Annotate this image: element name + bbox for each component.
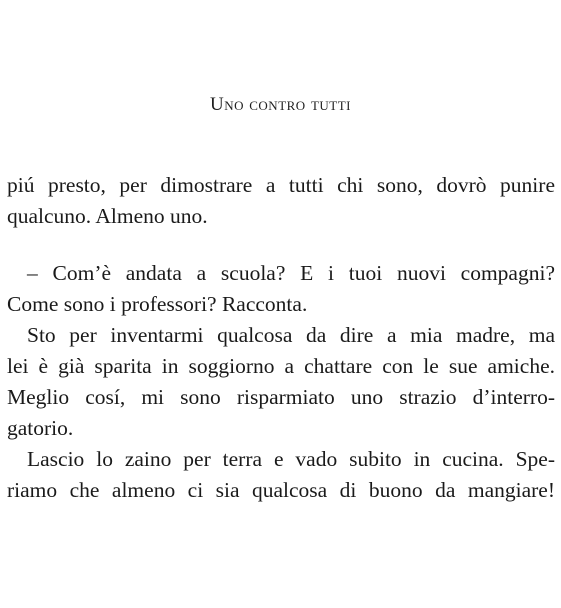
text-line: lei è già sparita in soggiorno a chattare con le sue amiche. (7, 354, 555, 378)
dialogue-line: – Com’è andata a scuola? E i tuoi nuovi compagni? (27, 261, 555, 285)
paragraph-continuation (7, 170, 555, 232)
text-line: riamo che almeno ci sia qualcosa di buono da mangiare! (7, 478, 555, 502)
text-line: piú presto, per dimostrare a tutti chi sono, dovrò punire (7, 173, 555, 197)
dialogue-line: Come sono i professori? Racconta. (7, 292, 308, 316)
main-text-block (7, 258, 555, 506)
text-line: Sto per inventarmi qualcosa da dire a mia madre, ma (27, 323, 555, 347)
text-line: Meglio cosí, mi sono risparmiato uno strazio d’interro- (7, 385, 555, 409)
text-line: gatorio. (7, 416, 74, 440)
text-line: qualcuno. Almeno uno. (7, 204, 208, 228)
running-head-title: Uno contro tutti (210, 94, 351, 115)
text-line: Lascio lo zaino per terra e vado subito in cucina. Spe- (27, 447, 555, 471)
